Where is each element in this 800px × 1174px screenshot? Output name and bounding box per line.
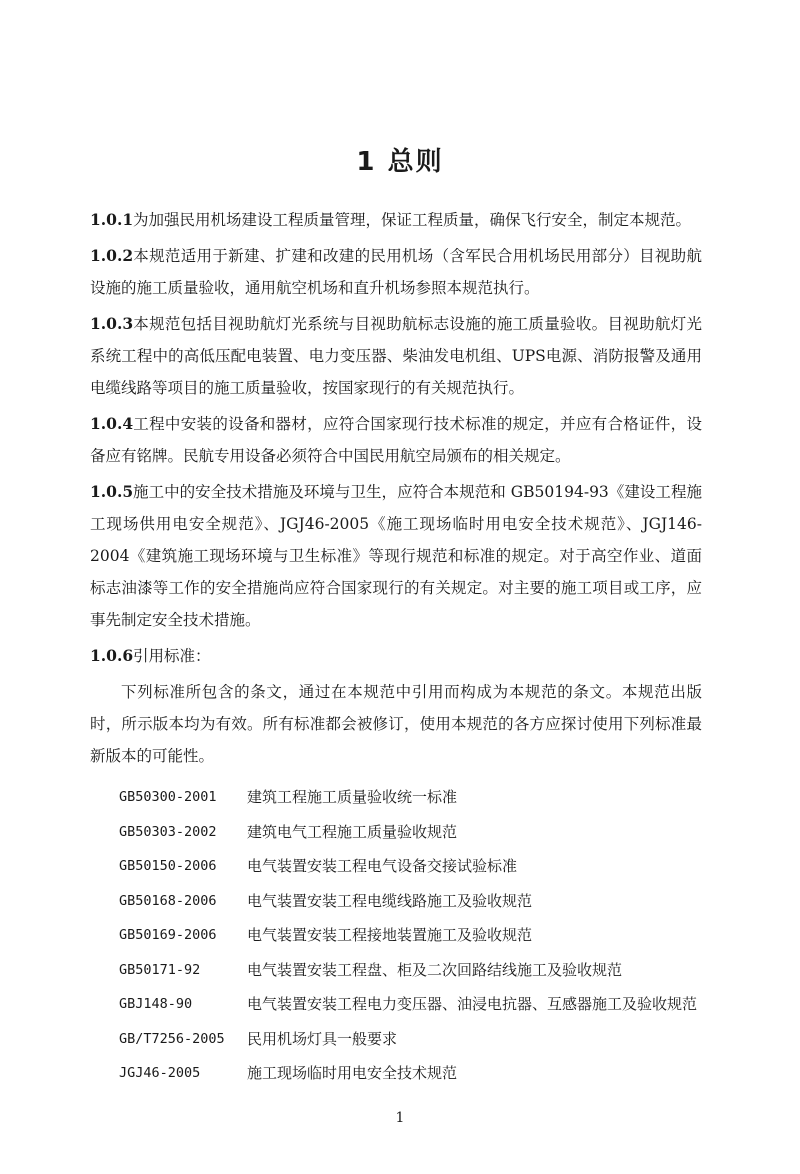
clause-1-0-4 — [90, 408, 702, 472]
clause-number: 1.0.6 — [90, 646, 134, 665]
reference-name: 建筑工程施工质量验收统一标准 — [247, 788, 458, 807]
reference-name: 电气装置安装工程盘、柜及二次回路结线施工及验收规范 — [247, 960, 623, 979]
reference-row — [119, 953, 697, 988]
reference-row — [119, 1022, 697, 1057]
reference-row — [119, 918, 697, 953]
clause-number: 1.0.1 — [90, 210, 134, 229]
clause-1-0-1 — [90, 204, 702, 236]
clause-text: 引用标准： — [133, 647, 211, 665]
clause-1-0-2 — [90, 240, 702, 304]
reference-name: 民用机场灯具一般要求 — [247, 1029, 398, 1048]
reference-code: JGJ46-2005 — [119, 1065, 201, 1082]
clause-1-0-5 — [90, 476, 702, 636]
reference-code: GB50169-2006 — [119, 927, 217, 944]
document-body — [90, 204, 702, 1091]
reference-code: GB50168-2006 — [119, 892, 217, 909]
page-number: 1 — [395, 1110, 405, 1126]
chapter-title: 1 总则 — [356, 147, 444, 178]
clause-text: 工程中安装的设备和器材，应符合国家现行技术标准的规定，并应有合格证件，设备应有铭牌。民航专用设备必须符合中国民用航空局颁布的相关规定。 — [90, 415, 702, 465]
clause-1-0-3 — [90, 308, 702, 404]
clause-number: 1.0.5 — [90, 482, 134, 501]
clause-number: 1.0.3 — [90, 314, 134, 333]
clause-text: 本规范适用于新建、扩建和改建的民用机场（含军民合用机场民用部分）目视助航设施的施工质量验收，通用航空机场和直升机场参照本规范执行。 — [90, 247, 702, 297]
clause-text: 为加强民用机场建设工程质量管理，保证工程质量，确保飞行安全，制定本规范。 — [133, 211, 692, 229]
reference-row — [119, 780, 697, 815]
reference-name: 电气装置安装工程电缆线路施工及验收规范 — [247, 891, 533, 910]
reference-name: 施工现场临时用电安全技术规范 — [247, 1064, 458, 1083]
reference-row — [119, 1056, 697, 1091]
reference-name: 电气装置安装工程接地装置施工及验收规范 — [247, 926, 533, 945]
reference-row — [119, 815, 697, 850]
reference-code: GB50300-2001 — [119, 789, 217, 806]
clause-text: 本规范包括目视助航灯光系统与目视助航标志设施的施工质量验收。目视助航灯光系统工程中的高低压配电装置、电力变压器、柴油发电机组、UPS电源、消防报警及通用电缆线路等项目的施工质量验收，按国家现行的有关规范执行。 — [90, 315, 702, 397]
reference-name: 电气装置安装工程电气设备交接试验标准 — [247, 857, 518, 876]
reference-code: GB50171-92 — [119, 961, 201, 978]
reference-name: 电气装置安装工程电力变压器、油浸电抗器、互感器施工及验收规范 — [247, 995, 698, 1014]
intro-paragraph: 下列标准所包含的条文，通过在本规范中引用而构成为本规范的条文。本规范出版时，所示版本均为有效。所有标准都会被修订，使用本规范的各方应探讨使用下列标准最新版本的可能性。 — [90, 683, 702, 765]
reference-row — [119, 849, 697, 884]
reference-standards-list — [119, 780, 697, 1091]
clause-text: 施工中的安全技术措施及环境与卫生，应符合本规范和 GB50194-93《建设工程施工现场供用电安全规范》、JGJ46-2005《施工现场临时用电安全技术规范》、JGJ146-2004《建筑施工现场环境与卫生标准》等现行规范和标准的规定。对于高空作业、道面标志油漆等工作的安全措施尚应符合国家现行的有关规定。对主要的施工项目或工序，应事先制定安全技术措施。 — [90, 483, 702, 629]
reference-code: GB50303-2002 — [119, 823, 217, 840]
reference-row — [119, 987, 697, 1022]
clause-number: 1.0.4 — [90, 414, 134, 433]
reference-row — [119, 884, 697, 919]
reference-code: GB50150-2006 — [119, 858, 217, 875]
reference-code: GB/T7256-2005 — [119, 1030, 225, 1047]
reference-code: GBJ148-90 — [119, 996, 193, 1013]
clause-1-0-6 — [90, 640, 702, 672]
reference-name: 建筑电气工程施工质量验收规范 — [247, 822, 458, 841]
clause-number: 1.0.2 — [90, 246, 134, 265]
